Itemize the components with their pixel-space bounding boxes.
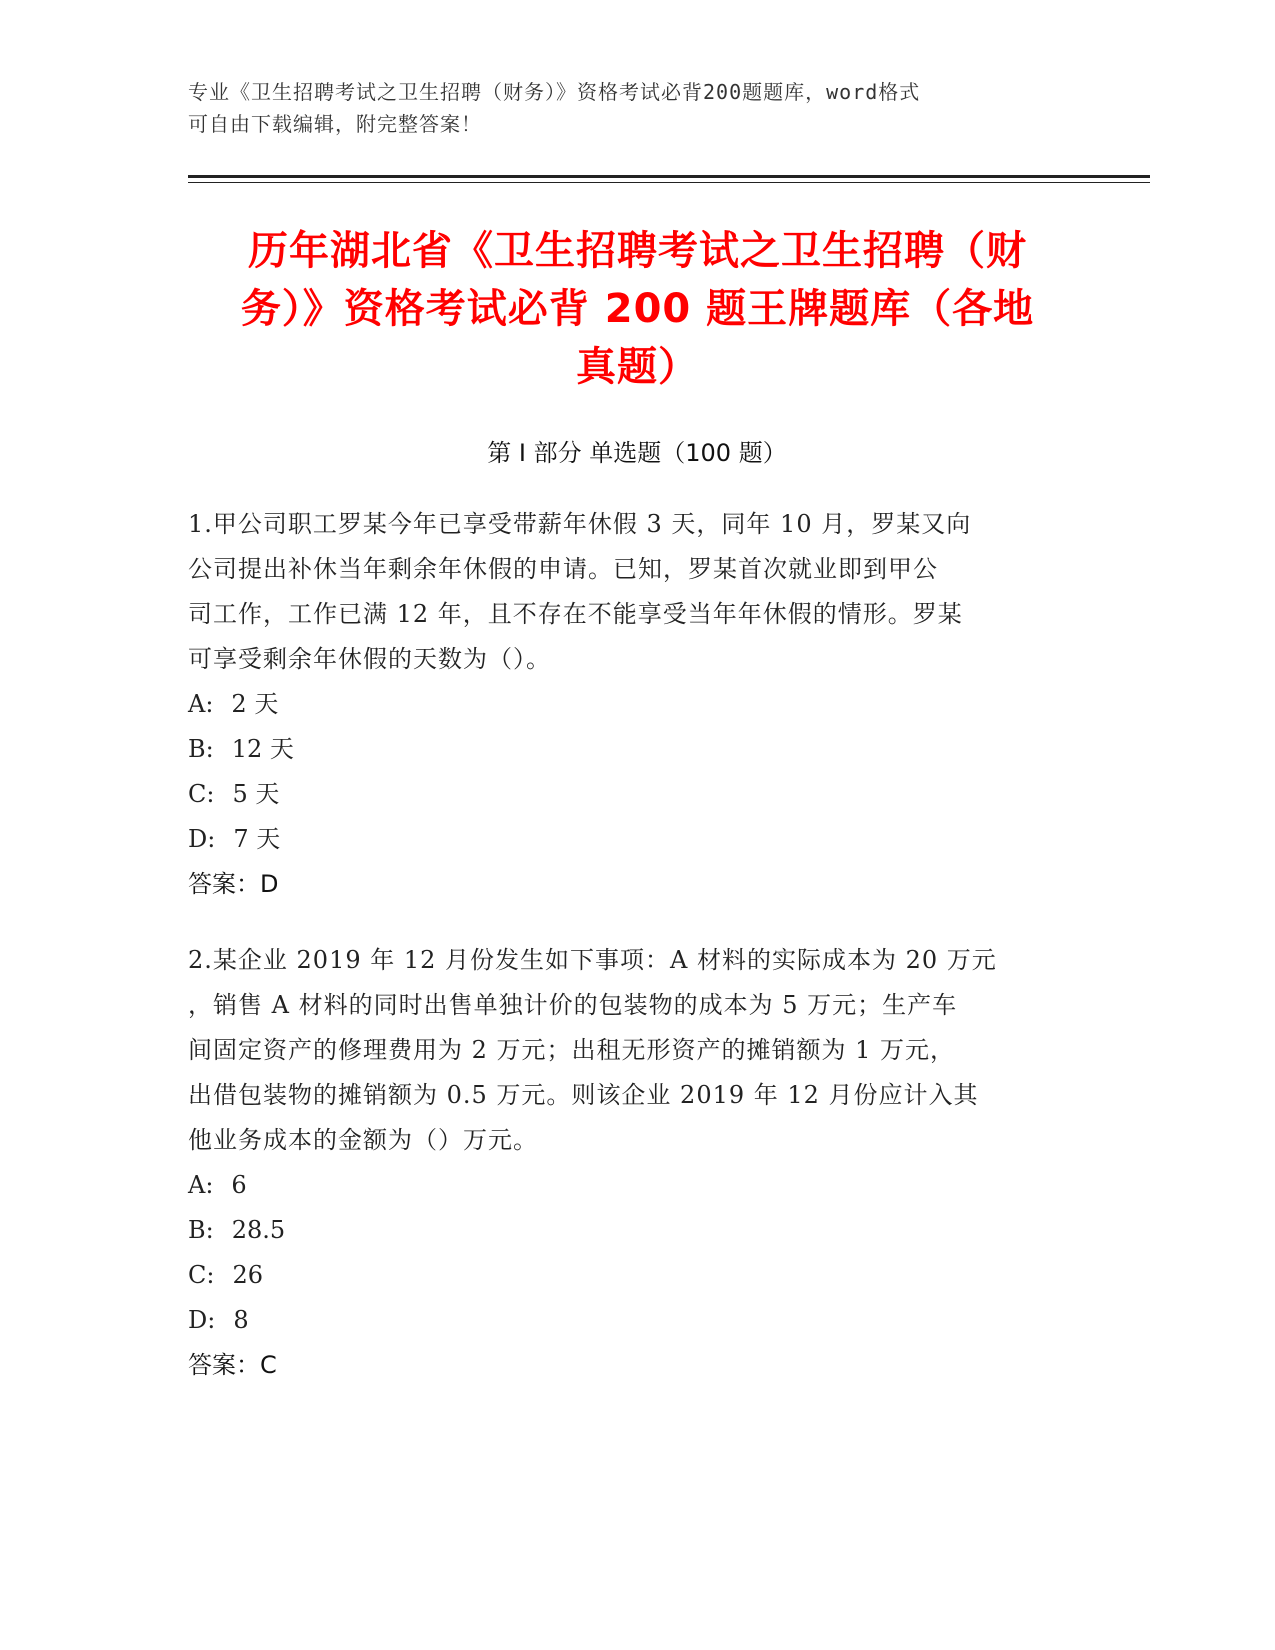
option-key: B: [188, 1216, 214, 1244]
option-text: 5 天 [232, 780, 280, 808]
document-title-line-2: 务）》资格考试必背 200 题王牌题库（各地 [240, 286, 1035, 332]
question-stem-line: 间固定资产的修理费用为 2 万元；出租无形资产的摊销额为 1 万元， [188, 1036, 956, 1064]
option-b [188, 1208, 1068, 1253]
question-stem-line: 他业务成本的金额为（）万元。 [188, 1126, 538, 1154]
option-text: 26 [232, 1261, 263, 1289]
option-key: B: [188, 735, 214, 763]
header-note-line-2: 可自由下载编辑，附完整答案！ [188, 112, 482, 136]
option-key: A: [188, 1171, 214, 1199]
document-title-line-1: 历年湖北省《卫生招聘考试之卫生招聘（财 [248, 228, 1027, 274]
question-stem-line: 2.某企业 2019 年 12 月份发生如下事项：A 材料的实际成本为 20 万元 [188, 946, 997, 974]
option-c [188, 1253, 1068, 1298]
question-stem-line: 公司提出补休当年剩余年休假的申请。已知，罗某首次就业即到甲公 [188, 555, 938, 583]
section-heading: 第 I 部分 单选题（100 题） [487, 439, 787, 467]
option-text: 12 天 [231, 735, 294, 763]
answer-line: 答案：D [188, 870, 279, 898]
option-b [188, 727, 1068, 772]
option-key: C: [188, 1261, 215, 1289]
header-rule-thick [188, 175, 1150, 178]
answer-line: 答案：C [188, 1351, 277, 1379]
option-c [188, 772, 1068, 817]
option-key: C: [188, 780, 215, 808]
question-2 [188, 938, 1068, 1388]
option-d [188, 817, 1068, 862]
header-note-line-1: 专业《卫生招聘考试之卫生招聘（财务）》资格考试必背200题题库，word格式 [188, 80, 921, 104]
option-key: D: [188, 1306, 216, 1334]
document-title [190, 222, 1085, 396]
option-key: A: [188, 690, 214, 718]
option-text: 7 天 [233, 825, 281, 853]
question-stem-line: 出借包装物的摊销额为 0.5 万元。则该企业 2019 年 12 月份应计入其 [188, 1081, 979, 1109]
option-text: 6 [231, 1171, 247, 1199]
question-1 [188, 502, 1068, 907]
option-text: 2 天 [231, 690, 279, 718]
option-text: 8 [233, 1306, 249, 1334]
question-stem-line: 司工作，工作已满 12 年，且不存在不能享受当年年休假的情形。罗某 [188, 600, 963, 628]
question-stem [188, 938, 1068, 1163]
option-text: 28.5 [231, 1216, 286, 1244]
option-key: D: [188, 825, 216, 853]
question-stem-line: ，销售 A 材料的同时出售单独计价的包装物的成本为 5 万元；生产车 [188, 991, 958, 1019]
header-note [188, 76, 1068, 140]
option-a [188, 682, 1068, 727]
option-d [188, 1298, 1068, 1343]
document-title-line-3: 真题） [576, 344, 699, 390]
question-stem [188, 502, 1068, 682]
header-rule-thin [188, 182, 1150, 183]
option-a [188, 1163, 1068, 1208]
question-stem-line: 1.甲公司职工罗某今年已享受带薪年休假 3 天，同年 10 月，罗某又向 [188, 510, 972, 538]
question-stem-line: 可享受剩余年休假的天数为（）。 [188, 645, 551, 673]
